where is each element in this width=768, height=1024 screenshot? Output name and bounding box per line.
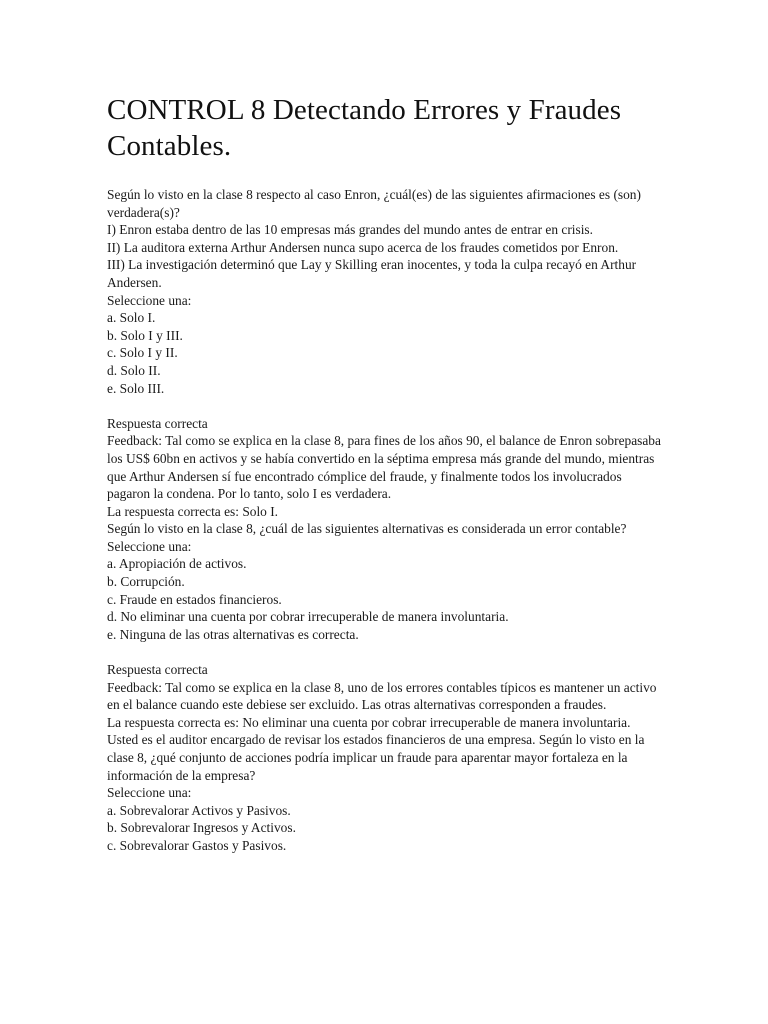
question-2-answer: La respuesta correcta es: No eliminar una cuenta por cobrar irrecuperable de manera involuntaria. <box>107 714 631 730</box>
question-1-option-e: e. Solo III. <box>107 380 165 396</box>
question-3-option-c: c. Sobrevalorar Gastos y Pasivos. <box>107 837 287 853</box>
document-title: CONTROL 8 Detectando Errores y Fraudes Contables. <box>107 94 622 162</box>
question-1-option-b: b. Solo I y III. <box>107 327 183 343</box>
spacer <box>107 397 667 415</box>
question-1-statement-2: II) La auditora externa Arthur Andersen nunca supo acerca de los fraudes cometidos por Enron. <box>107 239 619 255</box>
question-2-option-b: b. Corrupción. <box>107 574 185 590</box>
question-2-result: Respuesta correcta <box>107 662 208 678</box>
spacer <box>107 643 667 661</box>
question-1-option-c: c. Solo I y II. <box>107 345 178 361</box>
question-2-intro: Según lo visto en la clase 8, ¿cuál de las siguientes alternativas es considerada un error contable? <box>107 521 627 537</box>
question-3-intro: Usted es el auditor encargado de revisar los estados financieros de una empresa. Según lo visto en la clase 8, ¿qué conjunto de acciones podría implicar un fraude para aparentar mayor fortaleza en la información de la empresa? <box>107 732 645 783</box>
question-3 <box>107 731 667 854</box>
question-2-feedback: Feedback: Tal como se explica en la clase 8, uno de los errores contables típicos es mantener un activo en el balance cuando este debiese ser excluido. Las otras alternativas corresponden a fraudes. <box>107 679 657 713</box>
question-1-option-a: a. Solo I. <box>107 310 156 326</box>
question-1-statement-1: I) Enron estaba dentro de las 10 empresas más grandes del mundo antes de entrar en crisis. <box>107 222 593 238</box>
question-2-select-prompt: Seleccione una: <box>107 538 192 554</box>
question-1-feedback: Feedback: Tal como se explica en la clase 8, para fines de los años 90, el balance de Enron sobrepasaba los US$ 60bn en activos y se había convertido en la séptima empresa más grande del mundo, mientras que Arthur Andersen sí fue encontrado cómplice del fraude, y finalmente todos los involucrados pagaron la condena. Por lo tanto, solo I es verdadera. <box>107 433 661 502</box>
document-page <box>107 92 667 855</box>
question-1-intro: Según lo visto en la clase 8 respecto al caso Enron, ¿cuál(es) de las siguientes afirmaciones es (son) verdadera(s)? <box>107 187 641 220</box>
question-2-option-e: e. Ninguna de las otras alternativas es correcta. <box>107 626 359 642</box>
question-1-select-prompt: Seleccione una: <box>107 292 192 308</box>
question-3-select-prompt: Seleccione una: <box>107 785 192 801</box>
question-3-option-a: a. Sobrevalorar Activos y Pasivos. <box>107 802 291 818</box>
question-3-option-b: b. Sobrevalorar Ingresos y Activos. <box>107 820 296 836</box>
question-1-answer: La respuesta correcta es: Solo I. <box>107 503 279 519</box>
question-1 <box>107 186 667 520</box>
question-2-option-d: d. No eliminar una cuenta por cobrar irrecuperable de manera involuntaria. <box>107 609 509 625</box>
question-1-result: Respuesta correcta <box>107 415 208 431</box>
question-1-statement-3: III) La investigación determinó que Lay y Skilling eran inocentes, y toda la culpa recayó en Arthur Andersen. <box>107 257 637 290</box>
question-2 <box>107 520 667 731</box>
question-2-option-c: c. Fraude en estados financieros. <box>107 591 282 607</box>
question-1-option-d: d. Solo II. <box>107 362 161 378</box>
question-2-option-a: a. Apropiación de activos. <box>107 556 247 572</box>
